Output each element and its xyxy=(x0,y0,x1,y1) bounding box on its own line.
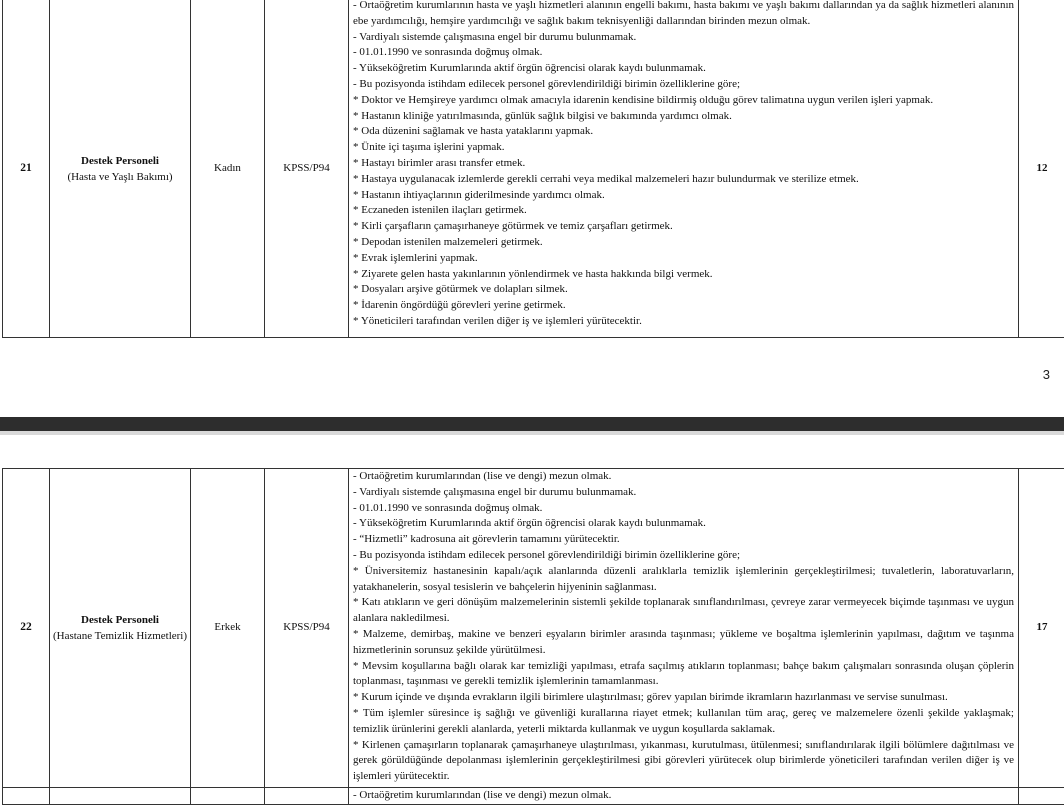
requirement-line: * Evrak işlemlerini yapmak. xyxy=(353,251,1014,267)
quota-count: 17 xyxy=(1019,469,1064,788)
requirement-line: * Hastanın kliniğe yatırılmasında, günlük sağlık bilgisi ve bakımında yardımcı olmak. xyxy=(353,109,1014,125)
table-row xyxy=(3,469,1064,788)
position-title-sub: (Hastane Temizlik Hizmetleri) xyxy=(53,630,187,642)
requirement-line: * Hastanın ihtiyaçlarının giderilmesinde yardımcı olmak. xyxy=(353,188,1014,204)
position-title-sub: (Hasta ve Yaşlı Bakımı) xyxy=(67,171,172,183)
requirement-line: * İdarenin öngördüğü görevleri yerine getirmek. xyxy=(353,298,1014,314)
position-title-main: Destek Personeli xyxy=(50,153,190,169)
requirement-line: * Malzeme, demirbaş, makine ve benzeri eşyaların birimler arasında taşınması; yükleme ve boşaltma işlemlerinin yapılması, dağıtım ve taşınma hizmetlerinin sorunsuz şekilde yürütülmesi. xyxy=(353,627,1014,659)
position-title-main: Destek Personeli xyxy=(50,612,190,628)
requirement-line: * Ünite içi taşıma işlerini yapmak. xyxy=(353,140,1014,156)
requirement-line: - 01.01.1990 ve sonrasında doğmuş olmak. xyxy=(353,501,1014,517)
position-table-row-21 xyxy=(2,0,1064,338)
requirements-cell xyxy=(349,0,1019,338)
page-separator-shadow xyxy=(0,431,1064,435)
requirement-line: - “Hizmetli” kadrosuna ait görevlerin tamamını yürütecektir. xyxy=(353,532,1014,548)
requirement-line: - Vardiyalı sistemde çalışmasına engel bir durumu bulunmamak. xyxy=(353,485,1014,501)
requirement-line: * Doktor ve Hemşireye yardımcı olmak amacıyla idarenin kendisine bildirmiş olduğu görev talimatına uygun verilen işleri yapmak. xyxy=(353,93,1014,109)
requirement-line: * Kirlenen çamaşırların toplanarak çamaşırhaneye ulaştırılması, yıkanması, kurutulması, ütülenmesi; sınıflandırılarak ilgili bölümlere dağıtılması ve gerek görüldüğünde depolanması işlemlerinin gerçekleştirilmesi gibi görevleri yürütecek olup birimlerde yöneticileri tarafından verilen diğer iş ve işlemleri yürütecektir. xyxy=(353,738,1014,785)
requirement-line: * Kurum içinde ve dışında evrakların ilgili birimlere ulaştırılması; görev yapılan birimde ikramların hazırlanması ve servise sunulması. xyxy=(353,690,1014,706)
exam-cell: KPSS/P94 xyxy=(265,469,349,788)
requirement-line: - Ortaöğretim kurumlarından (lise ve dengi) mezun olmak. xyxy=(353,788,1014,804)
gender-cell: Erkek xyxy=(191,469,265,788)
requirements-cell-partial xyxy=(349,788,1019,805)
requirement-line: * Mevsim koşullarına bağlı olarak kar temizliği yapılması, etrafa saçılmış atıkların toplanması; bahçe bakım çalışmaları sonrasında oluşan çöplerin toplanması, taşınması ve gerekli temizlik işlemlerinin tamamlanması. xyxy=(353,659,1014,691)
row-number: 21 xyxy=(3,0,50,338)
requirement-line: * Hastaya uygulanacak izlemlerde gerekli cerrahi veya medikal malzemeleri hazır bulundurmak ve sterilize etmek. xyxy=(353,172,1014,188)
requirement-line: - Bu pozisyonda istihdam edilecek personel görevlendirildiği birimin özelliklerine göre; xyxy=(353,77,1014,93)
requirement-line: * Oda düzenini sağlamak ve hasta yataklarını yapmak. xyxy=(353,124,1014,140)
requirement-line: - Vardiyalı sistemde çalışmasına engel bir durumu bulunmamak. xyxy=(353,30,1014,46)
requirement-line: - Yükseköğretim Kurumlarında aktif örgün öğrencisi olarak kaydı bulunmamak. xyxy=(353,516,1014,532)
exam-cell: KPSS/P94 xyxy=(265,0,349,338)
requirement-line: - 01.01.1990 ve sonrasında doğmuş olmak. xyxy=(353,45,1014,61)
requirements-cell xyxy=(349,469,1019,788)
requirement-line: - Bu pozisyonda istihdam edilecek personel görevlendirildiği birimin özelliklerine göre; xyxy=(353,548,1014,564)
requirement-line: - Ortaöğretim kurumlarından (lise ve dengi) mezun olmak. xyxy=(353,469,1014,485)
quota-count: 12 xyxy=(1019,0,1064,338)
requirement-line: * Kirli çarşafların çamaşırhaneye götürmek ve temiz çarşafları getirmek. xyxy=(353,219,1014,235)
requirement-line: * Yöneticileri tarafından verilen diğer iş ve işlemleri yürütecektir. xyxy=(353,314,1014,330)
page-number: 3 xyxy=(1043,367,1050,382)
requirement-line: * Hastayı birimler arası transfer etmek. xyxy=(353,156,1014,172)
requirement-line: * Eczaneden istenilen ilaçları getirmek. xyxy=(353,203,1014,219)
gender-cell: Kadın xyxy=(191,0,265,338)
position-table-row-22 xyxy=(2,468,1064,805)
page-separator xyxy=(0,417,1064,431)
table-row xyxy=(3,0,1064,338)
position-title xyxy=(50,0,191,338)
table-row xyxy=(3,788,1064,805)
requirement-line: * Üniversitemiz hastanesinin kapalı/açık alanlarında düzenli aralıklarla temizlik işlemlerinin gerçekleştirilmesi; tuvaletlerin, laboratuvarların, yatakhanelerin, sosyal tesislerin ve bahçelerin hijyeninin sağlanması. xyxy=(353,564,1014,596)
requirement-line: - Yükseköğretim Kurumlarında aktif örgün öğrencisi olarak kaydı bulunmamak. xyxy=(353,61,1014,77)
row-number: 22 xyxy=(3,469,50,788)
requirement-line: * Ziyarete gelen hasta yakınlarının yönlendirmek ve hasta hakkında bilgi vermek. xyxy=(353,267,1014,283)
requirement-line: * Dosyaları arşive götürmek ve dolapları silmek. xyxy=(353,282,1014,298)
requirement-line: * Tüm işlemler süresince iş sağlığı ve güvenliği kurallarına riayet etmek; kullanılan tüm araç, gereç ve malzemelere özenli şekilde yaklaşmak; temizlik ürünlerini gerekli alanlarda, yeterli miktarda kullanmak ve uygun koşullarda saklamak. xyxy=(353,706,1014,738)
position-title xyxy=(50,469,191,788)
requirement-line: - Ortaöğretim kurumlarının hasta ve yaşlı hizmetleri alanının engelli bakımı, hasta bakımı ve yaşlı bakımı dallarından ya da sağlık hizmetleri alanının ebe yardımcılığı, hemşire yardımcılığı ve sağlık bakım teknisyenliği dallarından birinden mezun olmak. xyxy=(353,0,1014,30)
requirement-line: * Katı atıkların ve geri dönüşüm malzemelerinin sistemli şekilde toplanarak sınıflandırılması, çevreye zarar vermeyecek biçimde taşınması ve uygun alanlara nakledilmesi. xyxy=(353,595,1014,627)
requirement-line: * Depodan istenilen malzemeleri getirmek. xyxy=(353,235,1014,251)
